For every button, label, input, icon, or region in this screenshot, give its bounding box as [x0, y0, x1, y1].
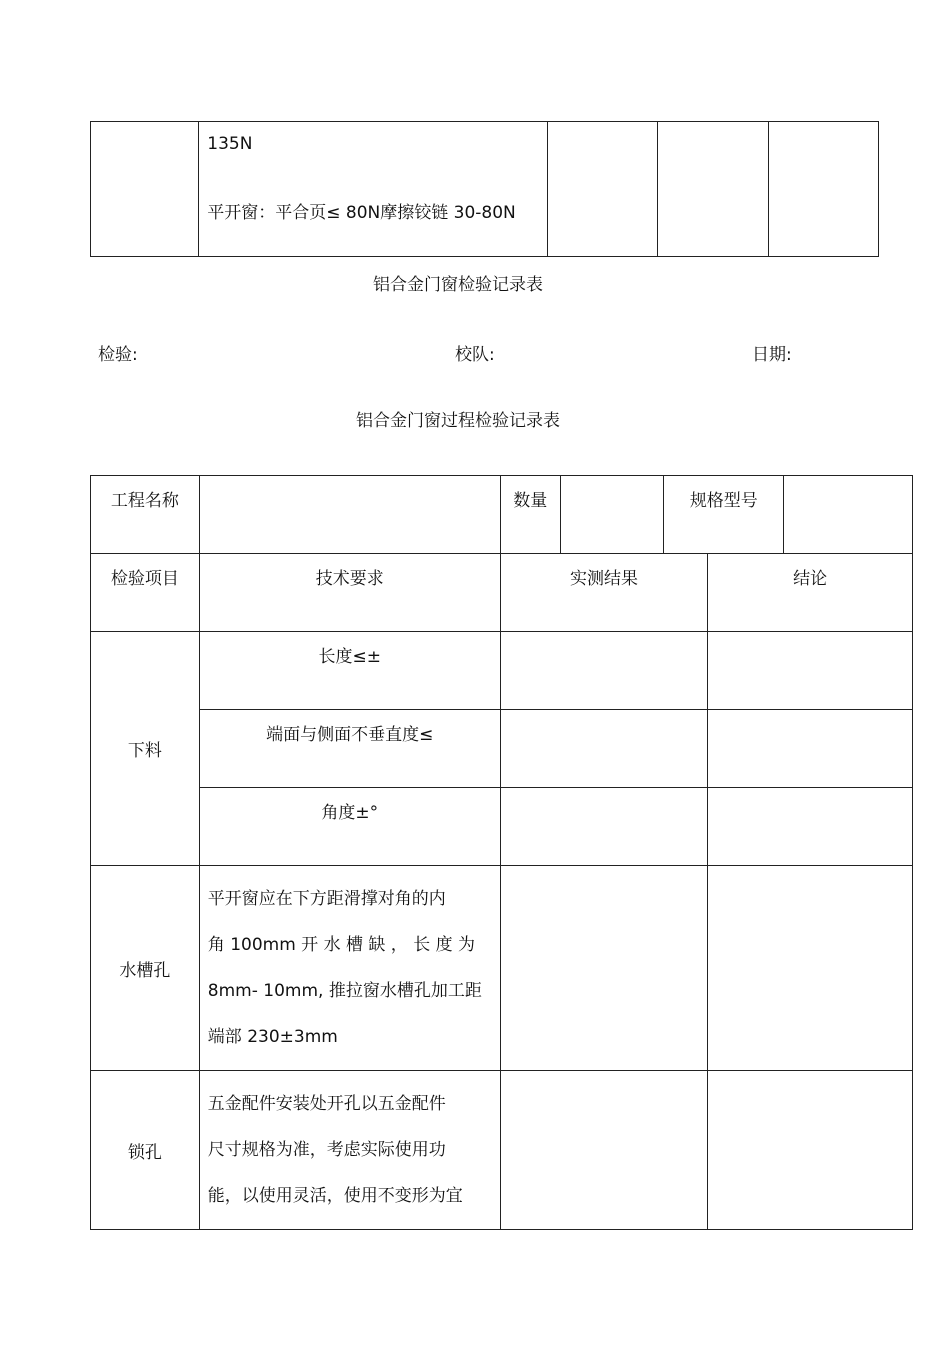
- project-name-field[interactable]: [199, 476, 500, 554]
- result-header: 实测结果: [500, 554, 708, 632]
- requirement-cell: [199, 1071, 500, 1230]
- conclusion-header: 结论: [708, 554, 913, 632]
- conclusion-field[interactable]: [708, 632, 913, 710]
- conclusion-field[interactable]: [708, 788, 913, 866]
- requirement-line: 平开窗：平合页≤ 80N摩擦铰链 30-80N: [207, 203, 516, 223]
- lock-hole-label: 锁孔: [91, 1071, 200, 1230]
- empty-cell: [768, 122, 878, 257]
- requirement-cell: [199, 122, 548, 257]
- project-name-label: 工程名称: [91, 476, 200, 554]
- requirement-line: 五金配件安装处开孔以五金配件: [207, 1094, 446, 1114]
- spec-label: 规格型号: [664, 476, 784, 554]
- proofreader-label: 校队:: [455, 345, 495, 365]
- requirement-line: 端部 230±3mm: [207, 1027, 338, 1047]
- date-label: 日期:: [752, 345, 792, 365]
- requirement-cell: 角度±°: [199, 788, 500, 866]
- result-field[interactable]: [500, 1071, 708, 1230]
- conclusion-field[interactable]: [708, 1071, 913, 1230]
- requirement-line: 尺寸规格为准，考虑实际使用功: [207, 1140, 446, 1160]
- conclusion-field[interactable]: [708, 866, 913, 1071]
- result-field[interactable]: [500, 710, 708, 788]
- requirement-line: 135N: [207, 134, 253, 154]
- requirement-line: 角 100mm 开 水 槽 缺 ， 长 度 为: [207, 935, 475, 955]
- inspection-table: [90, 475, 913, 1230]
- conclusion-field[interactable]: [708, 710, 913, 788]
- spec-field[interactable]: [784, 476, 913, 554]
- requirement-line: 平开窗应在下方距滑撑对角的内: [207, 889, 446, 909]
- result-field[interactable]: [500, 788, 708, 866]
- requirement-line: 能，以使用灵活，使用不变形为宜: [207, 1186, 463, 1206]
- requirement-header: 技术要求: [199, 554, 500, 632]
- drain-hole-label: 水槽孔: [91, 866, 200, 1071]
- requirement-cell: 长度≤±: [199, 632, 500, 710]
- continuation-table: [90, 121, 879, 257]
- result-field[interactable]: [500, 632, 708, 710]
- empty-cell: [548, 122, 658, 257]
- requirement-line: 8mm- 10mm, 推拉窗水槽孔加工距: [207, 981, 482, 1001]
- inspector-label: 检验:: [98, 345, 138, 365]
- form-title: 铝合金门窗检验记录表: [373, 275, 543, 295]
- quantity-field[interactable]: [560, 476, 664, 554]
- item-header: 检验项目: [91, 554, 200, 632]
- requirement-cell: [199, 866, 500, 1071]
- cutting-label: 下料: [91, 632, 200, 866]
- result-field[interactable]: [500, 866, 708, 1071]
- requirement-cell: 端面与侧面不垂直度≤: [199, 710, 500, 788]
- process-form-title: 铝合金门窗过程检验记录表: [356, 411, 560, 431]
- empty-cell: [91, 122, 199, 257]
- empty-cell: [658, 122, 768, 257]
- quantity-label: 数量: [500, 476, 560, 554]
